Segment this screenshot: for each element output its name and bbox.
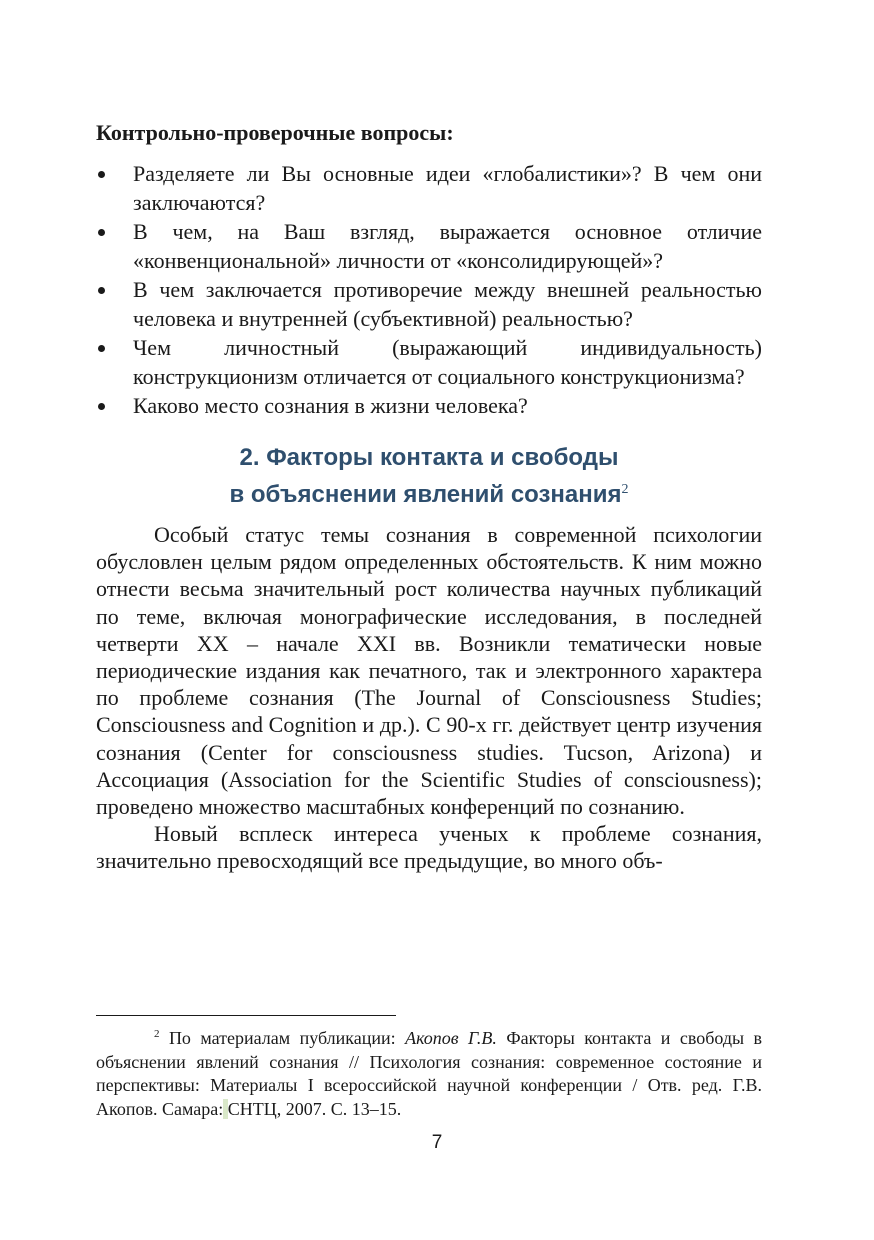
page-content <box>96 118 762 875</box>
section-title-line1: 2. Факторы контакта и свободы <box>239 444 619 471</box>
questions-heading: Контрольно-проверочные вопросы: <box>96 120 454 145</box>
footnote-prefix: По материалам публикации: <box>168 1028 406 1048</box>
list-item <box>96 391 762 420</box>
list-item <box>96 333 762 391</box>
footnote-publisher: СНТЦ, 2007. С. 13–15. <box>227 1098 402 1119</box>
question-text: В чем, на Ваш взгляд, выражается основное отличие «конвенциональной» личности от «консолидирующей»? <box>133 219 762 273</box>
question-text: Разделяете ли Вы основные идеи «глобалистики»? В чем они заключаются? <box>133 161 762 215</box>
footnote-number: 2 <box>154 1028 160 1040</box>
section-title-line2: в объяснении явлений сознания <box>229 481 622 508</box>
question-text: Чем личностный (выражающий индивидуальность) конструкционизм отличается от социального конструкционизма? <box>133 335 762 389</box>
body-paragraph-2: Новый всплеск интереса ученых к проблеме сознания, значительно превосходящий все предыдущие, во много объ- <box>96 821 762 874</box>
footnote-divider <box>96 1015 396 1016</box>
list-item <box>96 275 762 333</box>
footnote-reference[interactable]: 2 <box>621 482 629 497</box>
questions-list <box>96 159 762 420</box>
list-item <box>96 217 762 275</box>
bullet-icon <box>98 171 105 178</box>
bullet-icon <box>98 229 105 236</box>
footnote <box>96 1023 762 1121</box>
list-item <box>96 159 762 217</box>
section-title <box>96 442 762 511</box>
bullet-icon <box>98 345 105 352</box>
question-text: В чем заключается противоречие между внешней реальностью человека и внутренней (субъективной) реальностью? <box>133 277 762 331</box>
bullet-icon <box>98 403 105 410</box>
footnote-author: Акопов Г.В. <box>405 1028 497 1048</box>
bullet-icon <box>98 287 105 294</box>
body-paragraph-1: Особый статус темы сознания в современной психологии обусловлен целым рядом определенных обстоятельств. К ним можно отнести весьма значительный рост количества научных публикаций по теме, включая монографические исследования, в последней четверти XX – начале XXI вв. Возникли тематически новые периодические издания как печатного, так и электронного характера по проблеме сознания (The Journal of Consciousness Studies; Consciousness and Cognition и др.). С 90-х гг. действует центр изучения сознания (Center for consciousness studies. Tucson, Arizona) и Ассоциация (Association for the Scientific Studies of consciousness); проведено множество масштабных конференций по сознанию. <box>96 522 762 820</box>
question-text: Каково место сознания в жизни человека? <box>133 393 528 418</box>
footnote-citation: Факторы контакта и свободы в объяснении явлений сознания // Психология сознания: современное состояние и перспективы: Материалы I всероссийской научной конференции / Отв. ред. Г.В. Акопов. Самара: <box>96 1028 763 1119</box>
page-number: 7 <box>431 1132 443 1153</box>
